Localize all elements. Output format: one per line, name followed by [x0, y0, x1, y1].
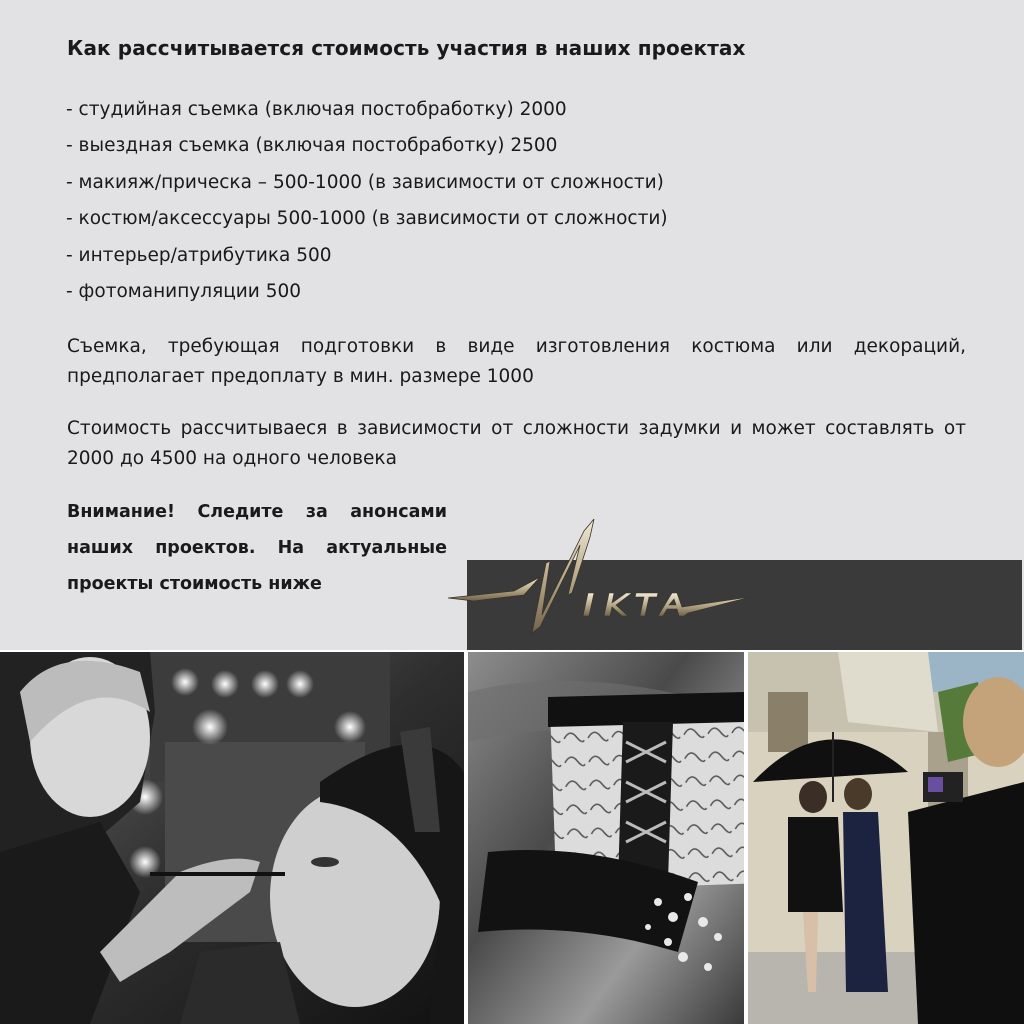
prepayment-note: Съемка, требующая подготовки в виде изготовления костюма или декораций, предполагает предоплату в мин. размере 1000 [67, 336, 966, 387]
price-list [66, 92, 668, 310]
price-item: - выездная съемка (включая постобработку) 2500 [66, 135, 558, 157]
outdoor-shoot-photo [748, 652, 1024, 1024]
price-item: - интерьер/атрибутика 500 [66, 244, 332, 266]
corset-photo [468, 652, 744, 1024]
cost-note: Стоимость рассчитываеся в зависимости от сложности задумки и может составлять от 2000 до 4500 на одного человека [67, 418, 966, 469]
page-title: Как рассчитывается стоимость участия в наших проектах [67, 36, 746, 60]
price-item: - макияж/прическа – 500-1000 (в зависимости от сложности) [66, 171, 664, 193]
price-item: - фотоманипуляции 500 [66, 281, 302, 303]
makeup-photo [0, 652, 464, 1024]
price-item: - костюм/аксессуары 500-1000 (в зависимости от сложности) [66, 208, 668, 230]
price-item: - студийная съемка (включая постобработку) 2000 [66, 99, 567, 120]
nikta-logo [444, 515, 754, 645]
notice-text: Внимание! Следите за анонсами наших проектов. На актуальные проекты стоимость ниже [67, 502, 447, 594]
